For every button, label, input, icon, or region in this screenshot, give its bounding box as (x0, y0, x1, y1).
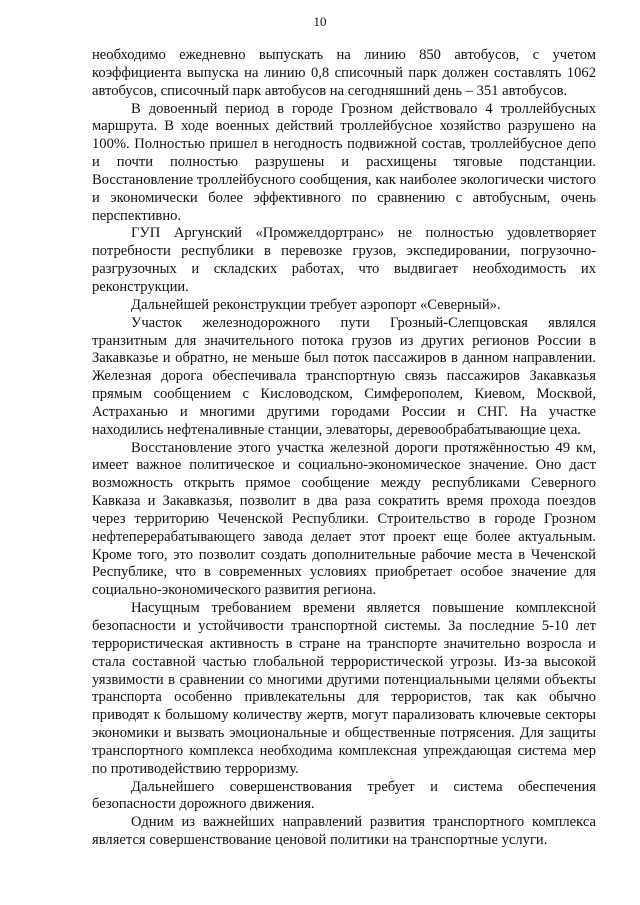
paragraph-railway-section: Участок железнодорожного пути Грозный-Слепцовская являлся транзитным для значительного потока грузов из других регионов России в Закавказье и обратно, не меньше был поток пассажиров в данном направлении. Железная дорога обеспечивала транспортную связь пассажиров Закавказья прямым сообщением с Кисловодском, Симферополем, Киевом, Москвой, Астраханью и многими другими городами России и СНГ. На участке находились нефтеналивные станции, элеваторы, деревообрабатывающие цеха. (92, 314, 596, 438)
paragraph-transport-security: Насущным требованием времени является повышение комплексной безопасности и устойчивости транспортной системы. За последние 5-10 лет террористическая активность в стране на транспорте значительно возросла и стала составной частью глобальной террористической угрозы. Из-за высокой уязвимости в сравнении со многими другими потенциальными целями объекты транспорта особенно привлекательны для террористов, так как обычно приводят к большому количеству жертв, могут парализовать ключевые секторы экономики и вызвать эмоциональные и общественные потрясения. Для защиты транспортного комплекса необходима комплексная упреждающая система мер по противодействию терроризму. (92, 600, 596, 777)
paragraph-trolleybus: В довоенный период в городе Грозном действовало 4 троллейбусных маршрута. В ходе военных действий троллейбусное хозяйство разрушено на 100%. Полностью пришел в негодность подвижной состав, троллейбусное депо и почти полностью разрушены и расхищены тяговые подстанции. Восстановление троллейбусного сообщения, как наиболее экологически чистого и экономически более эффективного по сравнению с автобусным, очень перспективно. (92, 100, 596, 224)
document-body (92, 47, 596, 850)
paragraph-pricing-policy: Одним из важнейших направлений развития транспортного комплекса является совершенствование ценовой политики на транспортные услуги. (92, 814, 596, 849)
paragraph-bus-fleet: необходимо ежедневно выпускать на линию 850 автобусов, с учетом коэффициента выпуска на линию 0,8 списочный парк должен составлять 1062 автобусов, списочный парк автобусов на сегодняшний день – 351 автобусов. (92, 47, 596, 99)
paragraph-railway-restoration: Восстановление этого участка железной дороги протяжённостью 49 км, имеет важное политическое и социально-экономическое значение. Оно даст возможность открыть прямое сообщение между республиками Северного Кавказа и Закавказья, позволит в два раза сократить время прохода поездов через территорию Чеченской Республики. Строительство в городе Грозном нефтеперерабатывающего завода делает этот проект еще более актуальным. Кроме того, это позволит создать дополнительные рабочие места в Чеченской Республике, что в современных условиях приобретает особое значение для социально-экономического развития региона. (92, 439, 596, 599)
paragraph-argun-promzheldortrans: ГУП Аргунский «Промжелдортранс» не полностью удовлетворяет потребности республики в перевозке грузов, экспедировании, погрузочно-разгрузочных и складских работах, что выдвигает необходимость их реконструкции. (92, 225, 596, 295)
paragraph-airport: Дальнейшей реконструкции требует аэропорт «Северный». (131, 296, 501, 313)
page-number: 10 (313, 14, 327, 29)
paragraph-road-safety: Дальнейшего совершенствования требует и система обеспечения безопасности дорожного движения. (92, 778, 596, 813)
